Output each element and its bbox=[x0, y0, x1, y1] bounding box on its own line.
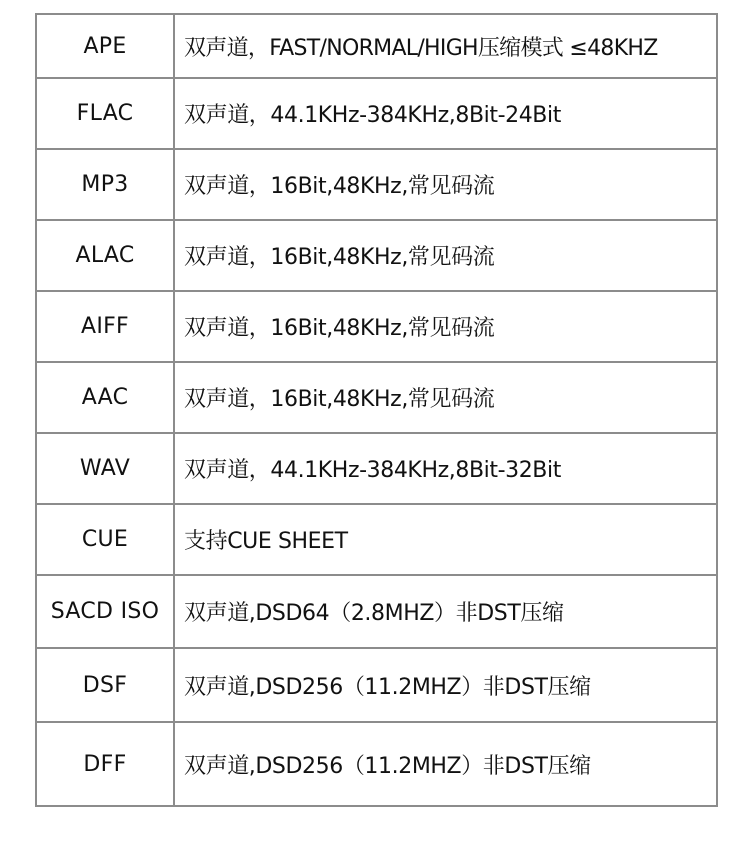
format-description-cell: 双声道，16Bit,48KHz,常见码流 bbox=[174, 362, 717, 433]
table-row bbox=[36, 648, 717, 722]
format-name-cell: DSF bbox=[36, 648, 174, 722]
format-description-cell: 支持CUE SHEET bbox=[174, 504, 717, 575]
table-row bbox=[36, 78, 717, 149]
format-name-cell: WAV bbox=[36, 433, 174, 504]
table-row bbox=[36, 722, 717, 806]
format-description-cell: 双声道,DSD256（11.2MHZ）非DST压缩 bbox=[174, 722, 717, 806]
format-support-table bbox=[35, 13, 718, 807]
format-name-cell: AAC bbox=[36, 362, 174, 433]
format-name-cell: DFF bbox=[36, 722, 174, 806]
table-row bbox=[36, 291, 717, 362]
format-description-cell: 双声道，16Bit,48KHz,常见码流 bbox=[174, 149, 717, 220]
table-row bbox=[36, 14, 717, 78]
format-name-cell: MP3 bbox=[36, 149, 174, 220]
format-description-cell: 双声道，16Bit,48KHz,常见码流 bbox=[174, 291, 717, 362]
format-description-cell: 双声道，FAST/NORMAL/HIGH压缩模式 ≤48KHZ bbox=[174, 14, 717, 78]
table-row bbox=[36, 433, 717, 504]
table-row bbox=[36, 575, 717, 648]
format-description-cell: 双声道,DSD64（2.8MHZ）非DST压缩 bbox=[174, 575, 717, 648]
format-description-cell: 双声道，16Bit,48KHz,常见码流 bbox=[174, 220, 717, 291]
format-description-cell: 双声道，44.1KHz-384KHz,8Bit-32Bit bbox=[174, 433, 717, 504]
format-name-cell: AIFF bbox=[36, 291, 174, 362]
format-name-cell: FLAC bbox=[36, 78, 174, 149]
format-description-cell: 双声道,DSD256（11.2MHZ）非DST压缩 bbox=[174, 648, 717, 722]
table-row bbox=[36, 362, 717, 433]
table-row bbox=[36, 149, 717, 220]
table-row bbox=[36, 220, 717, 291]
format-name-cell: CUE bbox=[36, 504, 174, 575]
table-row bbox=[36, 504, 717, 575]
format-name-cell: SACD ISO bbox=[36, 575, 174, 648]
format-name-cell: ALAC bbox=[36, 220, 174, 291]
format-description-cell: 双声道，44.1KHz-384KHz,8Bit-24Bit bbox=[174, 78, 717, 149]
format-name-cell: APE bbox=[36, 14, 174, 78]
